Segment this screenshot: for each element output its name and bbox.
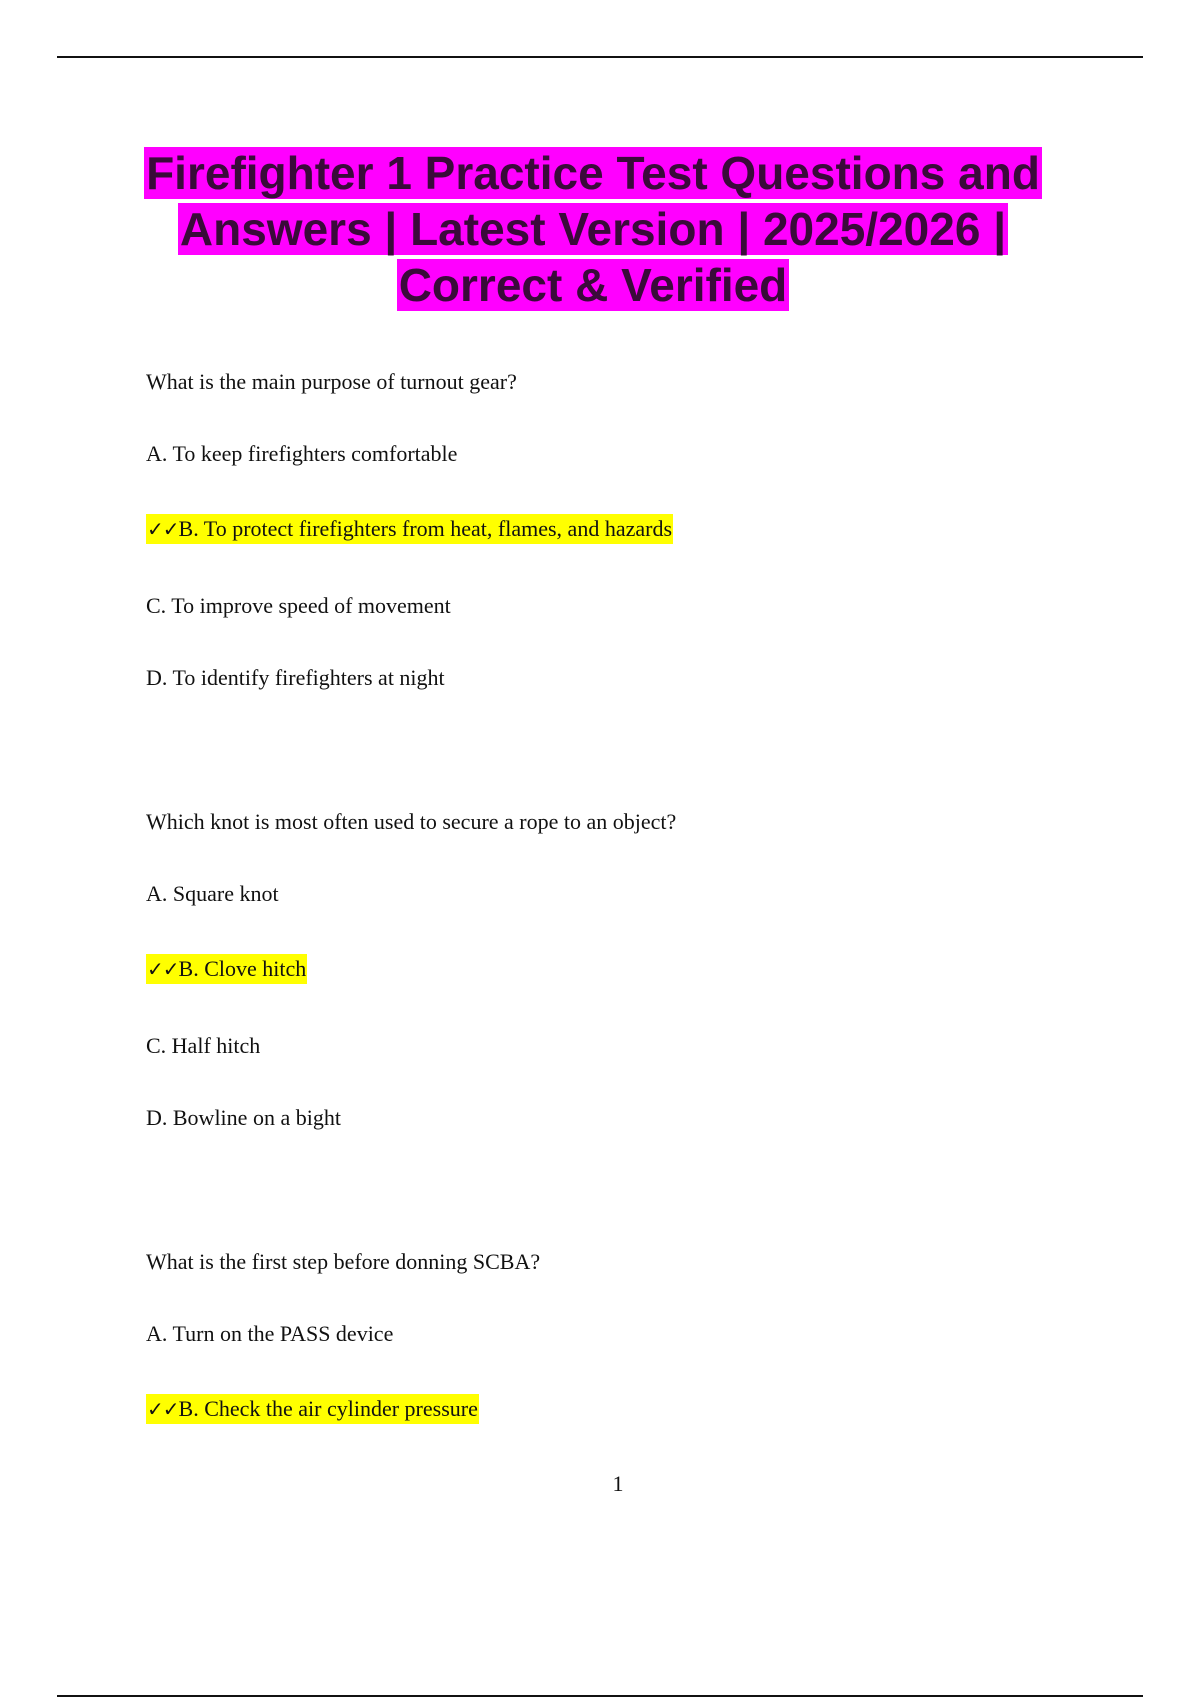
double-check-icon: ✓✓ [147,517,179,541]
question-2-option-b-correct [146,954,307,984]
correct-answer-text: B. Clove hitch [178,956,307,981]
question-3-option-a: A. Turn on the PASS device [146,1321,394,1346]
question-1-option-c: C. To improve speed of movement [146,593,451,618]
footer-rule [57,1695,1143,1697]
question-1-text: What is the main purpose of turnout gear? [146,369,517,394]
document-title [110,145,1076,313]
correct-answer-highlight [146,954,307,984]
correct-answer-highlight [146,514,673,544]
question-1-option-a: A. To keep firefighters comfortable [146,441,458,466]
question-1-option-b-correct [146,514,673,544]
question-1-option-d: D. To identify firefighters at night [146,665,445,690]
correct-answer-text: B. Check the air cylinder pressure [178,1396,478,1421]
question-3-option-b-correct [146,1394,479,1424]
page-number: 1 [612,1471,624,1496]
header-rule [57,56,1143,58]
question-2-option-a: A. Square knot [146,881,279,906]
double-check-icon: ✓✓ [147,957,179,981]
document-title-text: Firefighter 1 Practice Test Questions and Answers | Latest Version | 2025/2026 | Correct & Verified [146,147,1040,311]
double-check-icon: ✓✓ [147,1397,179,1421]
correct-answer-highlight [146,1394,479,1424]
question-2-option-d: D. Bowline on a bight [146,1105,341,1130]
question-2-text: Which knot is most often used to secure a rope to an object? [146,809,677,834]
correct-answer-text: B. To protect firefighters from heat, flames, and hazards [178,516,673,541]
question-3-text: What is the first step before donning SCBA? [146,1249,541,1274]
question-2-option-c: C. Half hitch [146,1033,261,1058]
